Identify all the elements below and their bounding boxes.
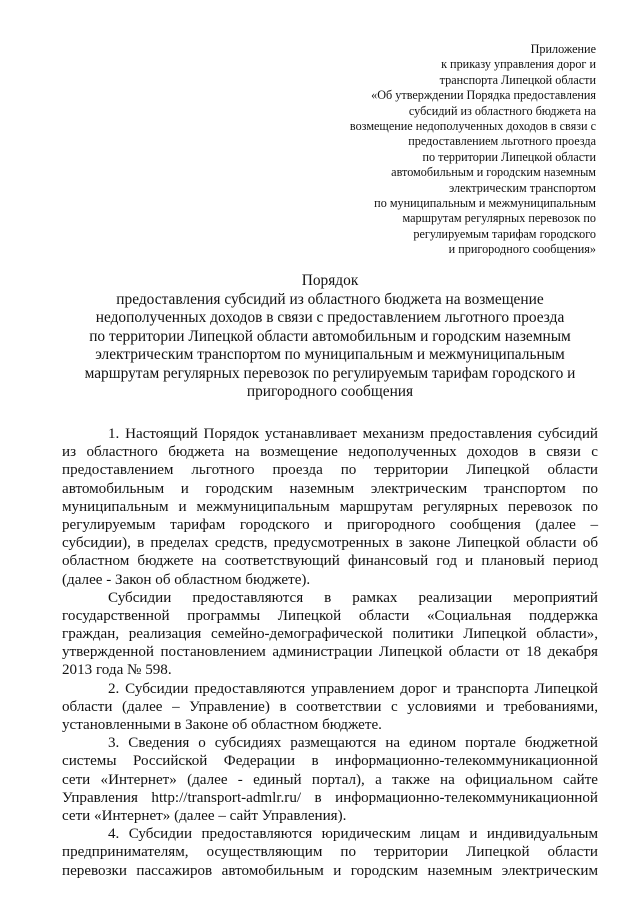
appendix-line: «Об утверждении Порядка предоставления bbox=[371, 88, 596, 103]
paragraph-3-line: системы Российской Федерации в информационно-телекоммуникационной bbox=[62, 753, 598, 770]
document-body bbox=[62, 425, 598, 880]
appendix-line: к приказу управления дорог и bbox=[441, 57, 596, 72]
appendix-line: и пригородного сообщения» bbox=[448, 242, 596, 257]
paragraph-1b-line: государственной программы Липецкой области «Социальная поддержка bbox=[62, 607, 598, 624]
paragraph-1-line: 1. Настоящий Порядок устанавливает механизм предоставления субсидий bbox=[108, 426, 598, 442]
title-line: электрическим транспортом по муниципальным и межмуниципальным bbox=[95, 346, 565, 363]
appendix-line: субсидий из областного бюджета на bbox=[408, 103, 596, 118]
appendix-line: транспорта Липецкой области bbox=[439, 72, 596, 87]
title-line: маршрутам регулярных перевозок по регулируемым тарифам городского и bbox=[84, 364, 576, 382]
appendix-line: Приложение bbox=[530, 42, 596, 56]
paragraph-4-line: предпринимателям, осуществляющим по территории Липецкой области bbox=[62, 844, 598, 861]
paragraph-3-line: сети «Интернет» (далее – сайт Управления). bbox=[62, 807, 347, 824]
title-line: недополученных доходов в связи с предоставлением льготного проезда bbox=[95, 309, 565, 326]
paragraph-1b-line: утвержденной постановлением администрации Липецкой области от 18 декабря bbox=[62, 644, 598, 661]
paragraph-2-line: области (далее – Управление) в соответствии с условиями и требованиями, bbox=[62, 698, 598, 715]
paragraph-4-line: перевозки пассажиров автомобильным и городским наземным электрическим bbox=[62, 862, 598, 879]
appendix-line: маршрутам регулярных перевозок по bbox=[402, 211, 596, 226]
appendix-line: автомобильным и городским наземным bbox=[391, 165, 596, 180]
paragraph-1-line: автомобильным и городским наземным электрическим транспортом по bbox=[62, 480, 598, 497]
appendix-line: возмещение недополученных доходов в связи с bbox=[349, 119, 596, 134]
paragraph-3-line: Управления http://transport-admlr.ru/ в информационно-телекоммуникационной bbox=[62, 789, 598, 806]
paragraph-3-line: сети «Интернет» (далее - единый портал), а также на официальном сайте bbox=[62, 771, 598, 788]
appendix-header bbox=[296, 42, 596, 258]
paragraph-1-line: (далее - Закон об областном бюджете). bbox=[62, 571, 311, 588]
paragraph-1-line: муниципальным и межмуниципальным маршрутам регулярных перевозок по bbox=[62, 498, 598, 515]
paragraph-1b-line: граждан, реализация семейно-демографической политики Липецкой области», bbox=[62, 626, 598, 643]
appendix-line: электрическим транспортом bbox=[448, 180, 596, 195]
appendix-line: по муниципальным и межмуниципальным bbox=[374, 196, 596, 211]
paragraph-1-line: регулируемым тарифам городского и пригородного сообщения (далее – bbox=[62, 516, 598, 533]
document-title bbox=[60, 272, 600, 402]
paragraph-1-line: областном бюджете на соответствующий финансовый год и плановый период bbox=[62, 553, 598, 570]
paragraph-1b-line: Субсидии предоставляются в рамках реализации мероприятий bbox=[108, 589, 598, 606]
paragraph-1-line: субсидии), в пределах средств, предусмотренных в законе Липецкой области об bbox=[62, 535, 598, 552]
title-line: Порядок bbox=[301, 272, 359, 289]
paragraph-2-line: 2. Субсидии предоставляются управлением дорог и транспорта Липецкой bbox=[108, 680, 598, 697]
paragraph-1b-line: 2013 года № 598. bbox=[62, 662, 172, 679]
title-line: по территории Липецкой области автомобильным и городским наземным bbox=[89, 327, 571, 345]
paragraph-2-line: установленными в Законе об областном бюджете. bbox=[62, 717, 382, 733]
appendix-line: предоставлением льготного проезда bbox=[408, 134, 596, 149]
paragraph-1-line: из областного бюджета на возмещение недополученных доходов в связи с bbox=[62, 444, 598, 461]
appendix-line: по территории Липецкой области bbox=[422, 149, 596, 164]
paragraph-1-line: предоставлением льготного проезда по территории Липецкой области bbox=[62, 462, 598, 479]
paragraph-4-line: 4. Субсидии предоставляются юридическим лицам и индивидуальным bbox=[108, 826, 598, 843]
appendix-line: регулируемым тарифам городского bbox=[413, 226, 596, 241]
title-line: предоставления субсидий из областного бюджета на возмещение bbox=[116, 290, 544, 308]
title-line: пригородного сообщения bbox=[246, 383, 414, 400]
paragraph-3-line: 3. Сведения о субсидиях размещаются на едином портале бюджетной bbox=[108, 735, 598, 752]
